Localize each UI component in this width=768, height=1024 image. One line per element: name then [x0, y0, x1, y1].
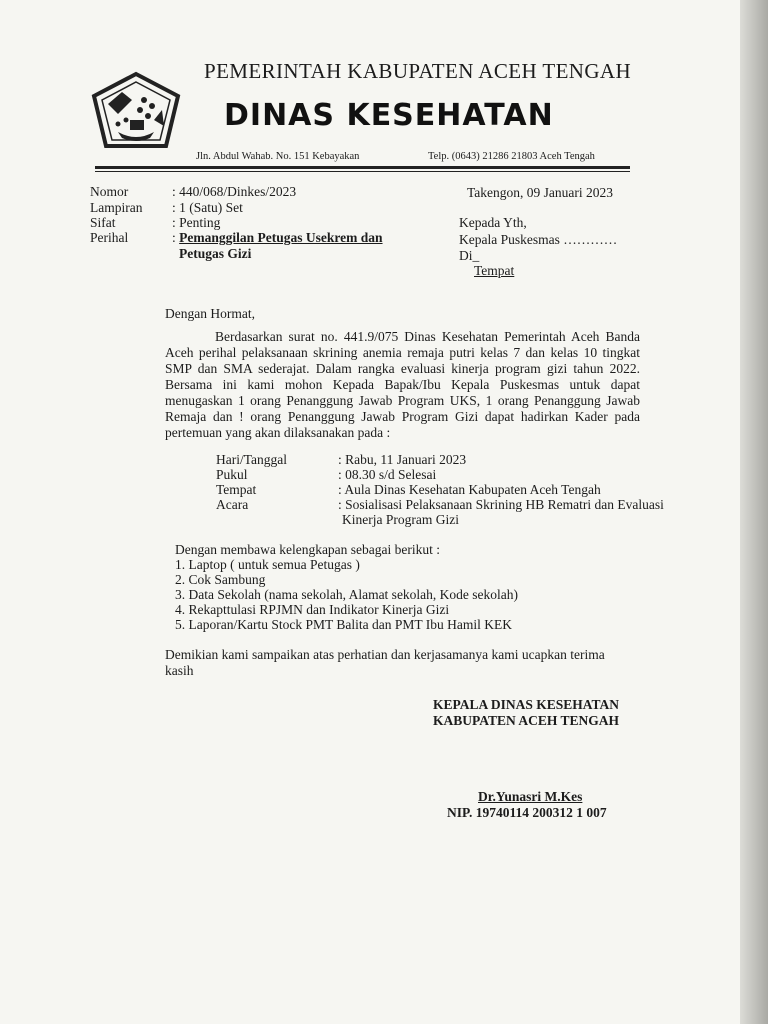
requirement-item: 2. Cok Sambung	[175, 572, 266, 587]
letterhead-rule-thin	[95, 171, 630, 172]
detail-label-time: Pukul	[216, 467, 248, 482]
nomor-value: : 440/068/Dinkes/2023	[172, 184, 297, 199]
detail-label-place: Tempat	[216, 482, 257, 497]
recipient-line4: Tempat	[474, 263, 515, 278]
closing-line1: Demikian kami sampaikan atas perhatian dan kerjasamanya kami ucapkan terima	[165, 647, 605, 662]
nomor-label: Nomor	[90, 184, 129, 199]
detail-value-place: : Aula Dinas Kesehatan Kabupaten Aceh Tengah	[338, 482, 601, 497]
requirements-intro: Dengan membawa kelengkapan sebagai berikut :	[175, 542, 441, 557]
signatory-name: Dr.Yunasri M.Kes	[478, 789, 583, 804]
requirement-item: 1. Laptop ( untuk semua Petugas )	[175, 557, 360, 572]
perihal-value	[172, 230, 383, 246]
government-name: PEMERINTAH KABUPATEN ACEH TENGAH	[204, 59, 632, 83]
lampiran-value: : 1 (Satu) Set	[172, 200, 243, 215]
body-paragraph-text: Berdasarkan surat no. 441.9/075 Dinas Kesehatan Pemerintah Aceh Banda Aceh perihal pelaksanaan skrining anemia remaja putri kelas 7 dan kelas 10 tingkat SMP dan SMA sederajat. Dalam rangka evaluasi kinerja program gizi tahun 2022. Bersama ini kami mohon Kepada Bapak/Ibu Kepala Puskesmas untuk dapat menugaskan 1 orang Penanggung Jawab Program UKS, 1 orang Penanggung Jawab Remaja dan ! orang Penanggung Jawab Program Gizi dapat hadirkan Kader pada pertemuan yang akan dilaksanakan pada :	[165, 329, 640, 440]
requirement-item: 5. Laporan/Kartu Stock PMT Balita dan PMT Ibu Hamil KEK	[175, 617, 512, 632]
office-address: Jln. Abdul Wahab. No. 151 Kebayakan	[196, 151, 360, 162]
scan-edge-shadow	[740, 0, 768, 1024]
lampiran-label: Lampiran	[90, 200, 143, 215]
requirement-item: 4. Rekapttulasi RPJMN dan Indikator Kinerja Gizi	[175, 602, 450, 617]
perihal-colon: :	[172, 230, 180, 245]
signatory-title2: KABUPATEN ACEH TENGAH	[433, 713, 620, 728]
detail-value-event: : Sosialisasi Pelaksanaan Skrining HB Rematri dan Evaluasi	[338, 497, 664, 512]
department-name: DINAS KESEHATAN	[224, 98, 554, 133]
salutation: Dengan Hormat,	[165, 306, 255, 321]
recipient-line3: Di_	[459, 248, 480, 263]
sifat-value: : Penting	[172, 215, 221, 230]
signatory-title1: KEPALA DINAS KESEHATAN	[433, 697, 620, 712]
perihal-subject-line2: Petugas Gizi	[179, 246, 252, 261]
perihal-label: Perihal	[90, 230, 129, 245]
closing-line2: kasih	[165, 663, 194, 678]
detail-value-date: : Rabu, 11 Januari 2023	[338, 452, 467, 467]
detail-label-date: Hari/Tanggal	[216, 452, 288, 467]
sifat-label: Sifat	[90, 215, 116, 230]
body-paragraph	[165, 329, 640, 441]
detail-value-event-cont: Kinerja Program Gizi	[342, 512, 459, 527]
detail-label-event: Acara	[216, 497, 249, 512]
regency-emblem-icon	[88, 70, 184, 150]
recipient-line2: Kepala Puskesmas …………	[459, 232, 618, 247]
office-phone: Telp. (0643) 21286 21803 Aceh Tengah	[428, 151, 595, 162]
requirement-item: 3. Data Sekolah (nama sekolah, Alamat sekolah, Kode sekolah)	[175, 587, 519, 602]
recipient-line1: Kepada Yth,	[459, 215, 527, 230]
detail-value-time: : 08.30 s/d Selesai	[338, 467, 437, 482]
signatory-nip: NIP. 19740114 200312 1 007	[447, 805, 607, 820]
letterhead-rule-thick	[95, 166, 630, 169]
place-date: Takengon, 09 Januari 2023	[467, 185, 614, 200]
perihal-subject-line1: Pemanggilan Petugas Usekrem dan	[179, 230, 383, 245]
